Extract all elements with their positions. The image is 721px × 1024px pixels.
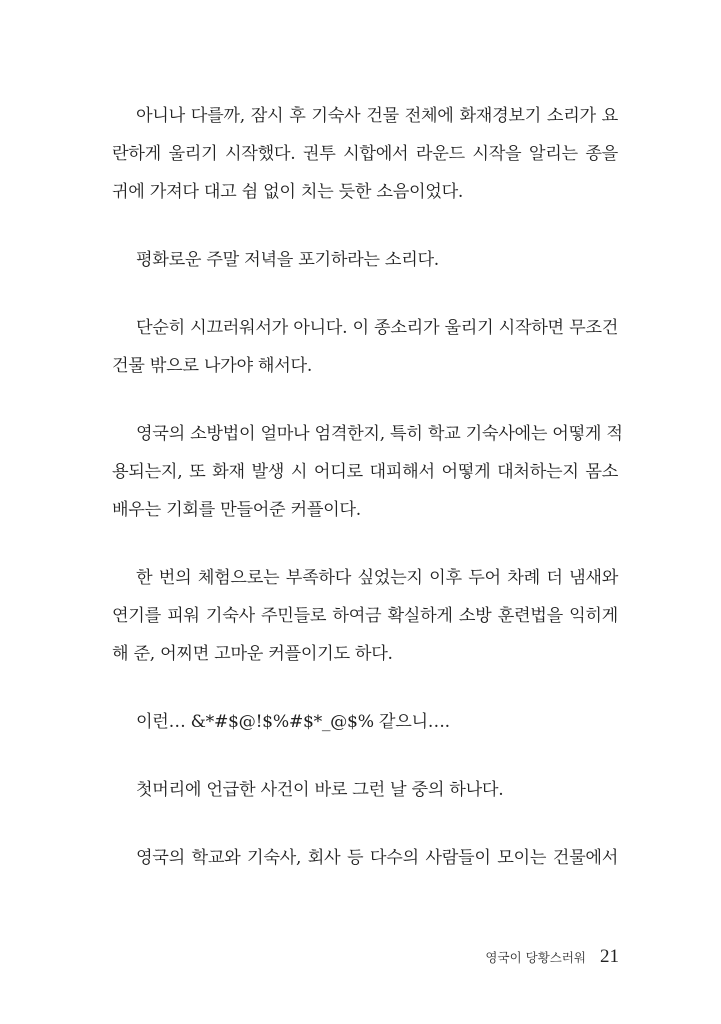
paragraph-3-line-2: 건물 밖으로 나가야 해서다. bbox=[112, 356, 312, 376]
paragraph-2-line-1: 평화로운 주말 저녁을 포기하라는 소리다. bbox=[136, 250, 439, 270]
running-title: 영국이 당황스러워 bbox=[485, 950, 586, 965]
paragraph-1-line-2: 란하게 울리기 시작했다. 권투 시합에서 라운드 시작을 알리는 종을 bbox=[112, 144, 618, 164]
paragraph-4-line-2: 용되는지, 또 화재 발생 시 어디로 대피해서 어떻게 대처하는지 몸소 bbox=[112, 462, 618, 482]
paragraph-5-line-1: 한 번의 체험으로는 부족하다 싶었는지 이후 두어 차례 더 냄새와 bbox=[136, 568, 618, 588]
paragraph-4-line-1: 영국의 소방법이 얼마나 엄격한지, 특히 학교 기숙사에는 어떻게 적 bbox=[136, 424, 623, 444]
paragraph-7-line-1: 첫머리에 언급한 사건이 바로 그런 날 중의 하나다. bbox=[136, 780, 504, 800]
paragraph-5-line-3: 해 준, 어찌면 고마운 커플이기도 하다. bbox=[112, 644, 393, 664]
page-footer bbox=[485, 946, 619, 968]
paragraph-1-line-3: 귀에 가져다 대고 쉼 없이 치는 듯한 소음이었다. bbox=[112, 182, 464, 202]
paragraph-1-line-1: 아니나 다를까, 잠시 후 기숙사 건물 전체에 화재경보기 소리가 요 bbox=[136, 106, 618, 126]
paragraph-4-line-3: 배우는 기회를 만들어준 커플이다. bbox=[112, 500, 361, 520]
paragraph-3-line-1: 단순히 시끄러워서가 아니다. 이 종소리가 울리기 시작하면 무조건 bbox=[136, 318, 618, 338]
paragraph-6-line-1: 이런… &*#$@!$%#$*_@$% 같으니…. bbox=[136, 712, 450, 732]
paragraph-5-line-2: 연기를 피워 기숙사 주민들로 하여금 확실하게 소방 훈련법을 익히게 bbox=[112, 606, 618, 626]
paragraph-8-line-1: 영국의 학교와 기숙사, 회사 등 다수의 사람들이 모이는 건물에서 bbox=[136, 848, 618, 868]
page-number: 21 bbox=[600, 946, 619, 967]
